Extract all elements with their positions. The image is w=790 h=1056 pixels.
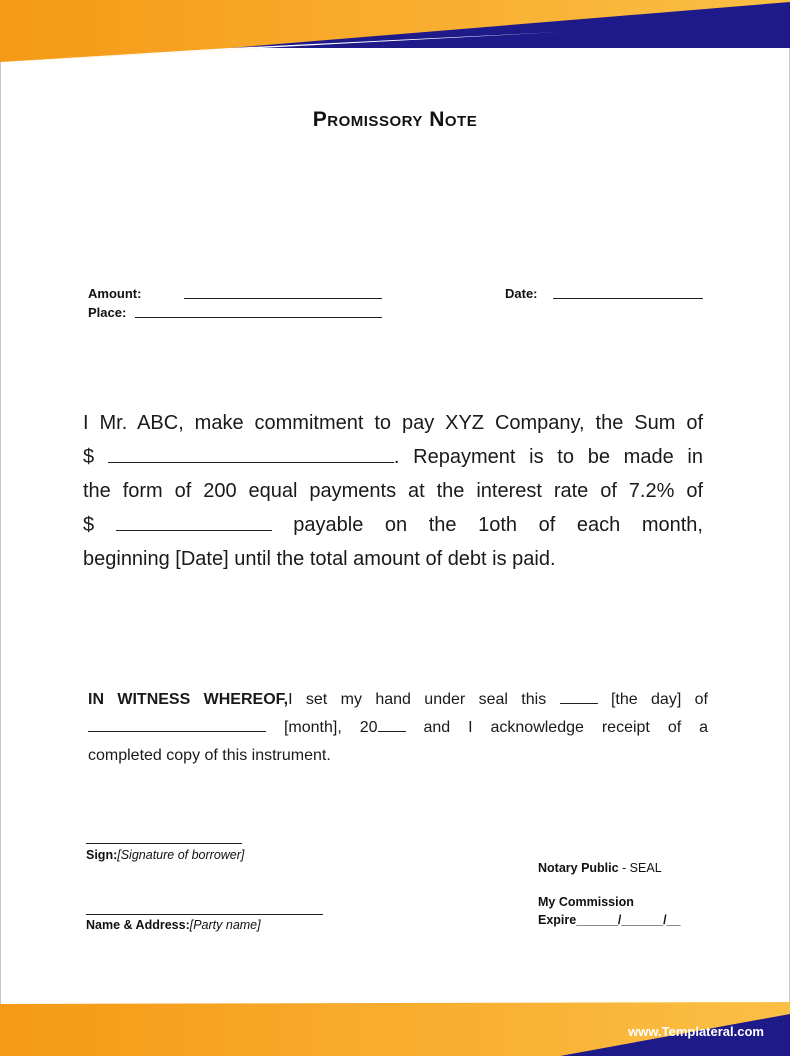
payable-text: payable on the 1oth of each month, [293, 514, 703, 536]
commitment-line-3: the form of 200 equal payments at the interest rate of 7.2% of [83, 480, 703, 502]
website-link[interactable]: www.Templateral.com [628, 1024, 764, 1039]
sum-blank-line[interactable] [108, 443, 394, 463]
page-title [0, 108, 790, 132]
notary-public [538, 861, 662, 875]
title-text: Promissory Note [312, 108, 478, 131]
notary-label: Notary Public [538, 861, 619, 875]
place-blank-line[interactable] [135, 317, 382, 318]
sign-label: Sign: [86, 848, 118, 862]
commitment-paragraph [83, 406, 703, 576]
year-blank-line[interactable] [378, 716, 406, 732]
amount-label: Amount: [88, 286, 142, 301]
witness-line-2 [88, 714, 708, 742]
place-label: Place: [88, 305, 127, 320]
date-blank-line[interactable] [553, 298, 703, 299]
sign-field [86, 848, 244, 862]
payment-blank-line[interactable] [116, 511, 272, 531]
dollar-sign-2: $ [83, 514, 95, 536]
name-address-field [86, 918, 261, 932]
date-label: Date: [505, 286, 538, 301]
commitment-line-5: beginning [Date] until the total amount of debt is paid. [83, 548, 556, 570]
witness-line-2-mid: [month], 20 [284, 719, 406, 736]
witness-line-1 [88, 686, 708, 714]
commission-line-2[interactable]: Expire______/______/__ [538, 913, 681, 927]
commission-line-1: My Commission [538, 895, 634, 909]
witness-line-2-end: and I acknowledge receipt of a [423, 719, 709, 736]
witness-line-3: completed copy of this instrument. [88, 747, 331, 764]
witness-lead: IN WITNESS WHEREOF, [88, 691, 289, 708]
signature-blank-line[interactable] [86, 843, 242, 844]
commitment-line-1: I Mr. ABC, make commitment to pay XYZ Company, the Sum of [83, 412, 703, 434]
commitment-line-2 [83, 440, 703, 474]
name-address-label: Name & Address: [86, 918, 190, 932]
repayment-text: . Repayment is to be made in [393, 446, 704, 468]
notary-suffix: - SEAL [618, 861, 662, 875]
dollar-sign: $ [83, 446, 95, 468]
header-banner [0, 0, 790, 64]
witness-paragraph [88, 686, 708, 770]
amount-blank-line[interactable] [184, 298, 382, 299]
month-blank-line[interactable] [88, 716, 266, 732]
witness-line-1-end: [the day] of [610, 691, 708, 708]
name-address-placeholder: [Party name] [189, 918, 261, 932]
day-blank-line[interactable] [560, 688, 598, 704]
sign-placeholder: [Signature of borrower] [117, 848, 245, 862]
commitment-line-4 [83, 508, 703, 542]
witness-line-1-rest: I set my hand under seal this [288, 691, 547, 708]
name-address-blank-line[interactable] [86, 914, 323, 915]
